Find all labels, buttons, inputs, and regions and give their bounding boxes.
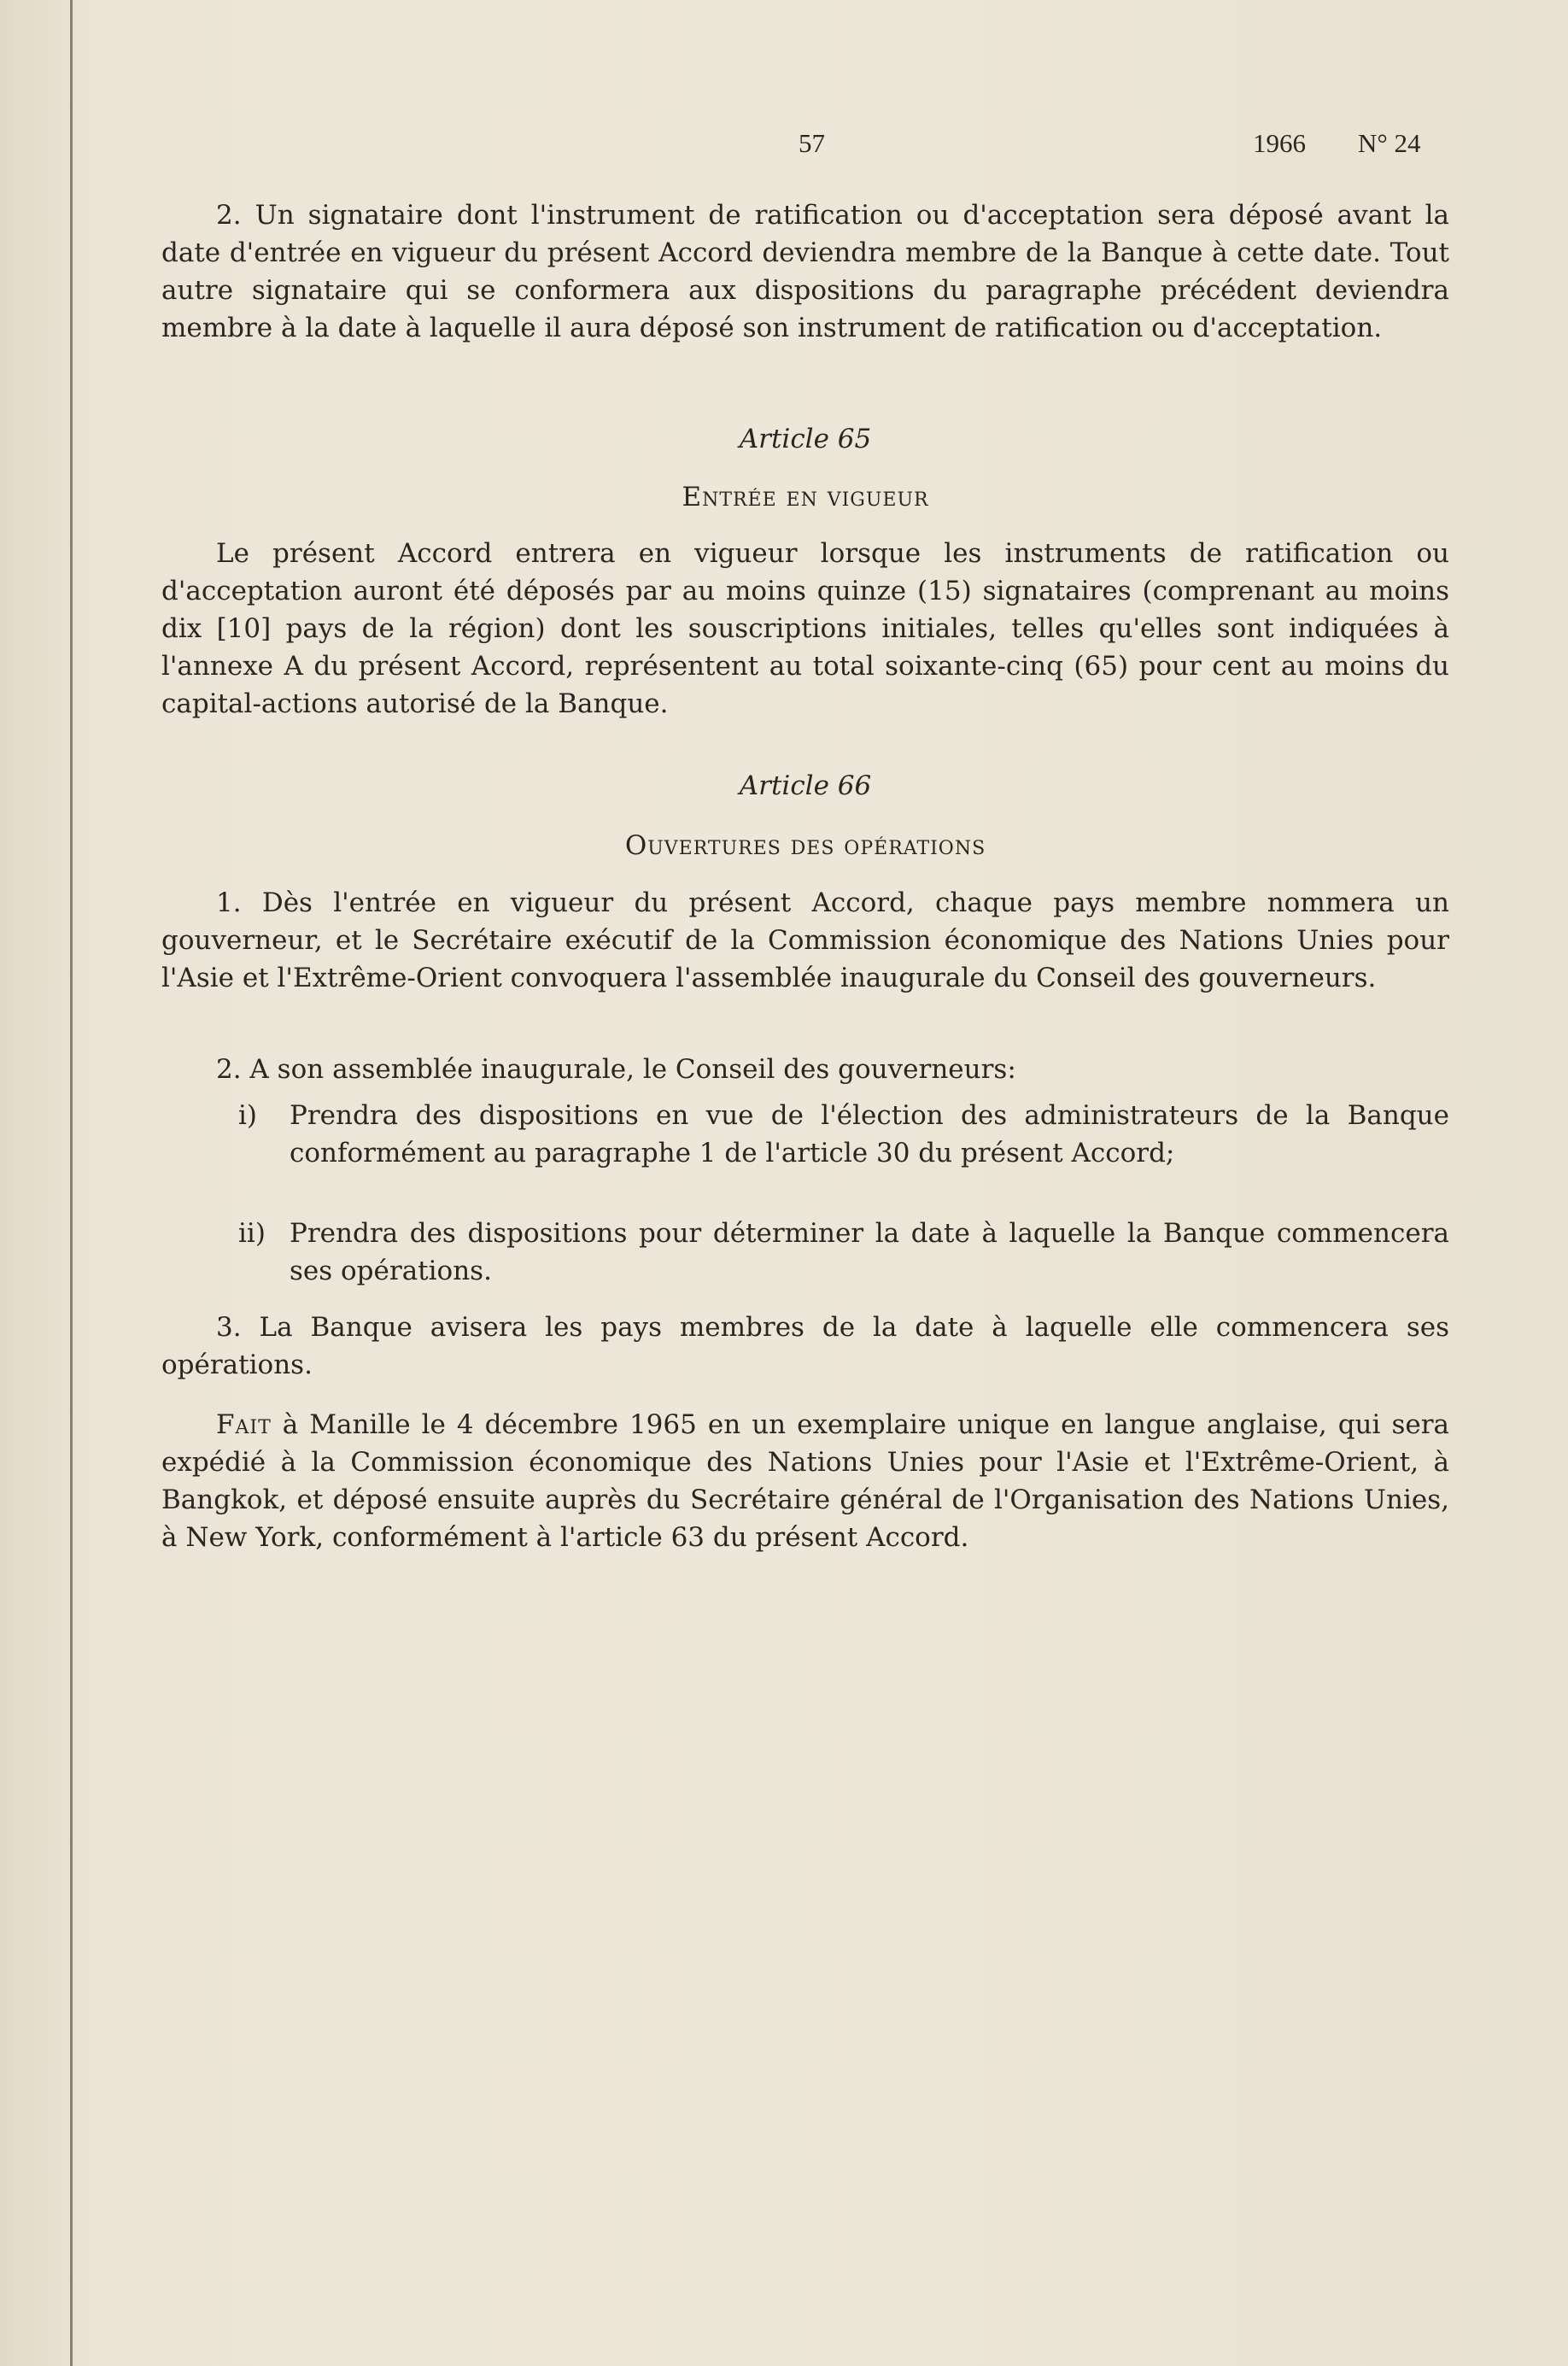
article-65-heading: Entrée en vigueur [682, 482, 929, 512]
article-66-heading: Ouvertures des opérations [624, 830, 986, 861]
paragraph-entry-into-force: Le présent Accord entrera en vigueur lorsque les instruments de ratification ou d'acceptation auront été déposés par au moins quinze (15) signataires (comprenant au moins dix [10] pays de la région) dont les souscriptions initiales, telles qu'elles sont indiquées à l'annexe A du présent Accord, représentent au total soixante-cinq (65) pour cent au moins du capital-actions autorisé de la Banque. [161, 538, 1449, 719]
page-number: 57 [799, 128, 825, 158]
paragraph-governor: 1. Dès l'entrée en vigueur du présent Accord, chaque pays membre nommera un gouverneur, et le Secrétaire exécutif de la Commission économique des Nations Unies pour l'Asie et l'Extrême-Orient convoquera l'assemblée inaugurale du Conseil des gouverneurs. [161, 887, 1449, 993]
list-item [161, 1097, 1449, 1172]
list-item-text: Prendra des dispositions en vue de l'élection des administrateurs de la Banque conformément au paragraphe 1 de l'article 30 du présent Accord; [290, 1100, 1449, 1168]
article-66-title: Article 66 [739, 770, 872, 801]
list-item-number: i) [238, 1100, 258, 1131]
article-65-title: Article 65 [739, 424, 872, 454]
list-item-number: ii) [238, 1218, 266, 1249]
paragraph-notify: 3. La Banque avisera les pays membres de la date à laquelle elle commencera ses opérations. [161, 1312, 1449, 1380]
paragraph-signatories: 2. Un signataire dont l'instrument de ratification ou d'acceptation sera déposé avant la date d'entrée en vigueur du présent Accord deviendra membre de la Banque à cette date. Tout autre signataire qui se conformera aux dispositions du paragraphe précédent deviendra membre à la date à laquelle il aura déposé son instrument de ratification ou d'acceptation. [161, 200, 1449, 343]
done-at-text: à Manille le 4 décembre 1965 en un exemplaire unique en langue anglaise, qui sera expédié à la Commission économique des Nations Unies pour l'Asie et l'Extrême-Orient, à Bangkok, et déposé ensuite auprès du Secrétaire général de l'Organisation des Nations Unies, à New York, conformément à l'article 63 du présent Accord. [161, 1409, 1449, 1553]
list-item [161, 1215, 1449, 1290]
list-item-text: Prendra des dispositions pour déterminer la date à laquelle la Banque commencera ses opérations. [290, 1218, 1449, 1286]
paragraph-inaugural: 2. A son assemblée inaugurale, le Conseil des gouverneurs: [216, 1054, 1016, 1085]
binding-edge [70, 0, 73, 2366]
issue-number: N° 24 [1358, 128, 1421, 158]
done-at-lead: Fait [216, 1409, 272, 1440]
paragraph-done-at [161, 1406, 1449, 1556]
volume-year: 1966 [1253, 128, 1306, 158]
